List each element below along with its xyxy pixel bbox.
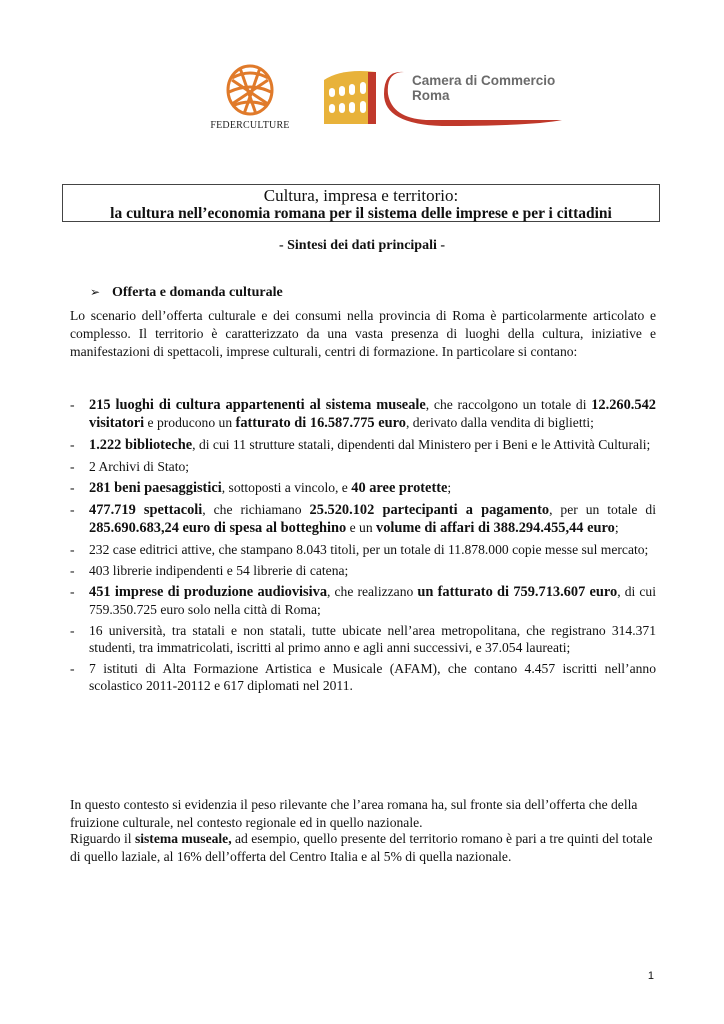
list-item: - 2 Archivi di Stato; bbox=[70, 459, 190, 474]
intro-paragraph: Lo scenario dell’offerta culturale e dei consumi nella provincia di Roma è particolarmente articolato e complesso. Il territorio è caratterizzato da una vasta presenza di luoghi della cultura, iniziative e manifestazioni di spettacoli, imprese culturali, centri di formazione. In particolare si contano: bbox=[70, 308, 656, 359]
page-number: 1 bbox=[647, 970, 654, 982]
document-subtitle: la cultura nell’economia romana per il sistema delle imprese e per i cittadini bbox=[110, 205, 612, 222]
list-item: - 232 case editrici attive, che stampano 8.043 titoli, per un totale di 11.878.000 copie messe sul mercato; bbox=[70, 542, 649, 557]
header-logos bbox=[210, 60, 570, 140]
federculture-label: FEDERCULTURE bbox=[210, 120, 290, 131]
federculture-dome-icon bbox=[210, 60, 290, 120]
arrowhead-bullet-icon: ➢ bbox=[90, 285, 101, 299]
camera-commercio-text bbox=[412, 73, 555, 103]
list-item: - 215 luoghi di cultura appartenenti al sistema museale, che raccolgono un totale di 12.260.542 visitatori e producono un fatturato di 16.587.775 euro, derivato dalla vendita di biglietti; bbox=[70, 397, 656, 431]
list-item: - 281 beni paesaggistici, sottoposti a vincolo, e 40 aree protette; bbox=[70, 480, 452, 496]
list-item: - 451 imprese di produzione audiovisiva, che realizzano un fatturato di 759.713.607 euro, di cui 759.350.725 euro solo nella città di Roma; bbox=[70, 584, 656, 617]
list-item: - 403 librerie indipendenti e 54 librerie di catena; bbox=[70, 563, 349, 578]
context-paragraph: In questo contesto si evidenzia il peso rilevante che l’area romana ha, sul fronte sia dell’offerta che della fruizione culturale, nel contesto regionale ed in quello nazionale. bbox=[70, 797, 638, 830]
section-heading-text: Offerta e domanda culturale bbox=[112, 285, 283, 300]
list-item: - 1.222 biblioteche, di cui 11 strutture statali, dipendenti dal Ministero per i Beni e le Attività Culturali; bbox=[70, 437, 651, 453]
camera-line-1: Camera di Commercio bbox=[412, 73, 556, 88]
museum-paragraph: Riguardo il sistema museale, ad esempio, quello presente del territorio romano è pari a tre quinti del totale di quello laziale, al 16% dell’offerta del Centro Italia e al 5% di quella nazionale. bbox=[70, 831, 653, 864]
list-item: - 477.719 spettacoli, che richiamano 25.520.102 partecipanti a pagamento, per un totale di 285.690.683,24 euro di spesa al botteghino e un volume di affari di 388.294.455,44 euro; bbox=[70, 502, 656, 536]
document-title: Cultura, impresa e territorio: bbox=[263, 186, 459, 205]
colosseum-icon bbox=[322, 66, 378, 126]
list-item: - 16 università, tra statali e non statali, tutte ubicate nell’area metropolitana, che registrano 314.371 studenti, tra immatricolati, iscritti al primo anno e agli anni successivi, e 37.054 laureati; bbox=[70, 623, 656, 655]
statistics-list bbox=[70, 396, 656, 698]
list-item: - 7 istituti di Alta Formazione Artistica e Musicale (AFAM), che contano 4.457 iscritti nell’anno scolastico 2011-20112 e 617 diplomati nel 2011. bbox=[70, 661, 656, 693]
federculture-logo bbox=[210, 60, 290, 138]
section-heading bbox=[90, 285, 283, 301]
title-box bbox=[62, 184, 660, 222]
camera-line-2: Roma bbox=[412, 88, 450, 103]
synthesis-heading: - Sintesi dei dati principali - bbox=[278, 238, 446, 253]
camera-commercio-logo bbox=[382, 66, 568, 130]
